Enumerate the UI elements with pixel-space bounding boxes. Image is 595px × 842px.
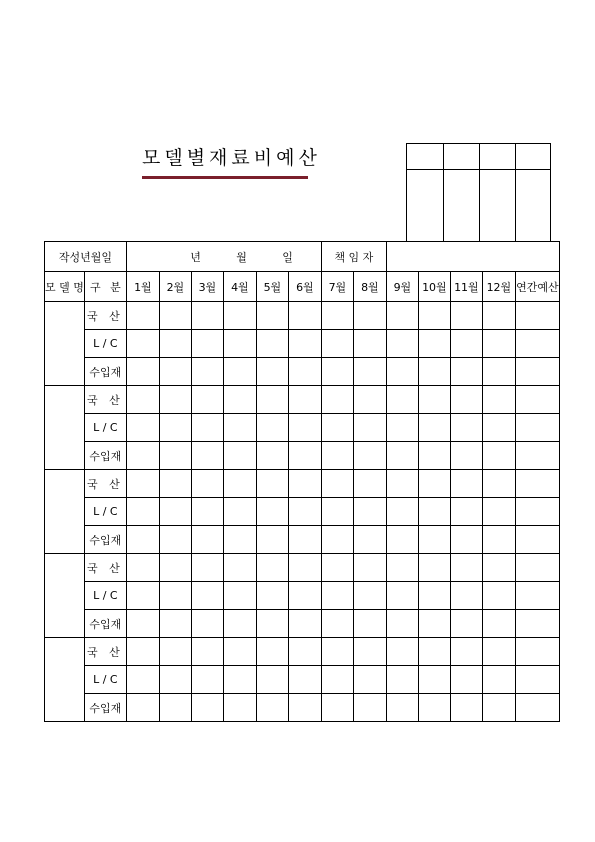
budget-value-cell[interactable] xyxy=(191,442,223,470)
budget-value-cell[interactable] xyxy=(223,666,256,694)
budget-row xyxy=(45,610,560,638)
budget-value-cell[interactable] xyxy=(256,694,288,722)
budget-value-cell[interactable] xyxy=(126,582,159,610)
budget-value-cell[interactable] xyxy=(126,358,159,386)
budget-value-cell[interactable] xyxy=(515,554,559,582)
budget-row xyxy=(45,554,560,582)
budget-value-cell[interactable] xyxy=(159,386,191,414)
budget-value-cell[interactable] xyxy=(223,526,256,554)
budget-value-cell[interactable] xyxy=(515,666,559,694)
budget-value-cell[interactable] xyxy=(191,386,223,414)
budget-value-cell[interactable] xyxy=(256,610,288,638)
budget-value-cell[interactable] xyxy=(191,582,223,610)
budget-value-cell[interactable] xyxy=(386,498,418,526)
model-name-cell[interactable] xyxy=(45,386,85,470)
budget-value-cell[interactable] xyxy=(482,582,515,610)
budget-value-cell[interactable] xyxy=(223,442,256,470)
budget-value-cell[interactable] xyxy=(321,610,353,638)
budget-value-cell[interactable] xyxy=(223,498,256,526)
day-label: 일 xyxy=(282,250,293,264)
budget-value-cell[interactable] xyxy=(288,386,321,414)
budget-value-cell[interactable] xyxy=(418,470,450,498)
budget-value-cell[interactable] xyxy=(288,526,321,554)
budget-value-cell[interactable] xyxy=(321,414,353,442)
model-name-cell[interactable] xyxy=(45,554,85,638)
budget-value-cell[interactable] xyxy=(386,554,418,582)
budget-value-cell[interactable] xyxy=(386,470,418,498)
budget-value-cell[interactable] xyxy=(256,554,288,582)
budget-value-cell[interactable] xyxy=(450,554,482,582)
budget-value-cell[interactable] xyxy=(288,442,321,470)
category-label: 국 산 xyxy=(84,386,126,414)
budget-value-cell[interactable] xyxy=(159,498,191,526)
budget-value-cell[interactable] xyxy=(256,414,288,442)
budget-value-cell[interactable] xyxy=(450,582,482,610)
month-header: 8월 xyxy=(353,272,386,302)
budget-value-cell[interactable] xyxy=(321,554,353,582)
budget-value-cell[interactable] xyxy=(159,694,191,722)
approval-sign-cell[interactable] xyxy=(444,170,480,242)
budget-value-cell[interactable] xyxy=(126,414,159,442)
budget-table xyxy=(44,241,560,722)
budget-value-cell[interactable] xyxy=(159,666,191,694)
budget-value-cell[interactable] xyxy=(288,470,321,498)
category-label: L / C xyxy=(84,330,126,358)
budget-value-cell[interactable] xyxy=(223,414,256,442)
budget-value-cell[interactable] xyxy=(223,554,256,582)
budget-value-cell[interactable] xyxy=(256,498,288,526)
budget-value-cell[interactable] xyxy=(353,526,386,554)
budget-value-cell[interactable] xyxy=(450,442,482,470)
model-name-cell[interactable] xyxy=(45,470,85,554)
budget-value-cell[interactable] xyxy=(223,638,256,666)
budget-value-cell[interactable] xyxy=(288,554,321,582)
budget-row xyxy=(45,526,560,554)
budget-value-cell[interactable] xyxy=(515,470,559,498)
budget-value-cell[interactable] xyxy=(353,470,386,498)
budget-value-cell[interactable] xyxy=(450,526,482,554)
budget-value-cell[interactable] xyxy=(515,582,559,610)
budget-value-cell[interactable] xyxy=(353,386,386,414)
budget-value-cell[interactable] xyxy=(321,526,353,554)
month-header: 4월 xyxy=(223,272,256,302)
budget-value-cell[interactable] xyxy=(450,358,482,386)
budget-value-cell[interactable] xyxy=(288,498,321,526)
budget-value-cell[interactable] xyxy=(450,302,482,330)
budget-value-cell[interactable] xyxy=(159,554,191,582)
budget-value-cell[interactable] xyxy=(418,694,450,722)
budget-value-cell[interactable] xyxy=(126,610,159,638)
budget-value-cell[interactable] xyxy=(386,302,418,330)
budget-row xyxy=(45,442,560,470)
budget-value-cell[interactable] xyxy=(126,386,159,414)
budget-row xyxy=(45,358,560,386)
budget-value-cell[interactable] xyxy=(321,498,353,526)
document-title: 모델별재료비예산 xyxy=(142,147,321,169)
budget-value-cell[interactable] xyxy=(288,330,321,358)
budget-value-cell[interactable] xyxy=(386,358,418,386)
budget-value-cell[interactable] xyxy=(353,414,386,442)
budget-value-cell[interactable] xyxy=(126,498,159,526)
budget-value-cell[interactable] xyxy=(126,526,159,554)
budget-value-cell[interactable] xyxy=(159,358,191,386)
budget-value-cell[interactable] xyxy=(256,638,288,666)
budget-value-cell[interactable] xyxy=(159,610,191,638)
budget-value-cell[interactable] xyxy=(418,414,450,442)
header-row xyxy=(45,272,560,302)
budget-value-cell[interactable] xyxy=(353,554,386,582)
approval-sign-cell[interactable] xyxy=(516,170,551,242)
budget-value-cell[interactable] xyxy=(126,470,159,498)
budget-value-cell[interactable] xyxy=(386,610,418,638)
budget-value-cell[interactable] xyxy=(450,386,482,414)
budget-value-cell[interactable] xyxy=(126,666,159,694)
budget-row xyxy=(45,302,560,330)
budget-value-cell[interactable] xyxy=(386,638,418,666)
month-header: 3월 xyxy=(191,272,223,302)
budget-value-cell[interactable] xyxy=(191,554,223,582)
budget-row xyxy=(45,666,560,694)
budget-value-cell[interactable] xyxy=(450,610,482,638)
category-label: 수입재 xyxy=(84,358,126,386)
month-header: 11월 xyxy=(450,272,482,302)
budget-value-cell[interactable] xyxy=(353,442,386,470)
budget-value-cell[interactable] xyxy=(386,526,418,554)
budget-value-cell[interactable] xyxy=(191,330,223,358)
budget-value-cell[interactable] xyxy=(256,386,288,414)
budget-value-cell[interactable] xyxy=(321,386,353,414)
month-header: 9월 xyxy=(386,272,418,302)
budget-value-cell[interactable] xyxy=(418,498,450,526)
budget-value-cell[interactable] xyxy=(223,694,256,722)
budget-value-cell[interactable] xyxy=(288,302,321,330)
budget-value-cell[interactable] xyxy=(515,302,559,330)
budget-value-cell[interactable] xyxy=(288,582,321,610)
model-name-header: 모 델 명 xyxy=(45,272,85,302)
month-header: 2월 xyxy=(159,272,191,302)
budget-value-cell[interactable] xyxy=(482,330,515,358)
budget-value-cell[interactable] xyxy=(386,694,418,722)
category-label: 수입재 xyxy=(84,694,126,722)
budget-value-cell[interactable] xyxy=(321,358,353,386)
budget-value-cell[interactable] xyxy=(191,610,223,638)
budget-value-cell[interactable] xyxy=(515,526,559,554)
annual-budget-header: 연간예산 xyxy=(515,272,559,302)
category-label: 수입재 xyxy=(84,526,126,554)
budget-value-cell[interactable] xyxy=(353,666,386,694)
budget-value-cell[interactable] xyxy=(450,694,482,722)
budget-value-cell[interactable] xyxy=(159,442,191,470)
approval-header-cell[interactable] xyxy=(407,144,444,170)
budget-value-cell[interactable] xyxy=(386,414,418,442)
budget-value-cell[interactable] xyxy=(418,638,450,666)
budget-value-cell[interactable] xyxy=(223,358,256,386)
budget-value-cell[interactable] xyxy=(418,666,450,694)
budget-value-cell[interactable] xyxy=(159,638,191,666)
budget-value-cell[interactable] xyxy=(482,442,515,470)
approval-header-cell[interactable] xyxy=(480,144,516,170)
budget-value-cell[interactable] xyxy=(191,470,223,498)
budget-row xyxy=(45,638,560,666)
budget-value-cell[interactable] xyxy=(191,414,223,442)
budget-value-cell[interactable] xyxy=(191,526,223,554)
approval-sign-cell[interactable] xyxy=(480,170,516,242)
budget-value-cell[interactable] xyxy=(418,330,450,358)
budget-value-cell[interactable] xyxy=(353,358,386,386)
budget-value-cell[interactable] xyxy=(321,330,353,358)
category-label: L / C xyxy=(84,582,126,610)
budget-value-cell[interactable] xyxy=(191,498,223,526)
category-label: L / C xyxy=(84,666,126,694)
category-label: 수입재 xyxy=(84,610,126,638)
category-header: 구 분 xyxy=(84,272,126,302)
budget-value-cell[interactable] xyxy=(288,694,321,722)
budget-value-cell[interactable] xyxy=(288,414,321,442)
budget-value-cell[interactable] xyxy=(191,638,223,666)
budget-value-cell[interactable] xyxy=(256,330,288,358)
budget-value-cell[interactable] xyxy=(482,666,515,694)
budget-value-cell[interactable] xyxy=(482,358,515,386)
approval-sign-cell[interactable] xyxy=(407,170,444,242)
month-header: 6월 xyxy=(288,272,321,302)
budget-value-cell[interactable] xyxy=(418,442,450,470)
budget-row xyxy=(45,330,560,358)
budget-value-cell[interactable] xyxy=(515,610,559,638)
budget-row xyxy=(45,694,560,722)
budget-value-cell[interactable] xyxy=(515,442,559,470)
budget-value-cell[interactable] xyxy=(126,330,159,358)
budget-value-cell[interactable] xyxy=(482,414,515,442)
budget-row xyxy=(45,498,560,526)
budget-value-cell[interactable] xyxy=(288,666,321,694)
budget-value-cell[interactable] xyxy=(450,414,482,442)
budget-value-cell[interactable] xyxy=(418,386,450,414)
category-label: 국 산 xyxy=(84,554,126,582)
budget-value-cell[interactable] xyxy=(515,498,559,526)
budget-value-cell[interactable] xyxy=(126,638,159,666)
budget-value-cell[interactable] xyxy=(450,498,482,526)
approval-box xyxy=(406,143,551,242)
budget-value-cell[interactable] xyxy=(418,302,450,330)
approval-header-cell[interactable] xyxy=(516,144,551,170)
budget-value-cell[interactable] xyxy=(482,498,515,526)
budget-value-cell[interactable] xyxy=(353,498,386,526)
model-name-cell[interactable] xyxy=(45,302,85,386)
budget-value-cell[interactable] xyxy=(159,582,191,610)
date-value-cell[interactable] xyxy=(126,242,321,272)
budget-value-cell[interactable] xyxy=(321,666,353,694)
budget-value-cell[interactable] xyxy=(515,414,559,442)
budget-value-cell[interactable] xyxy=(353,638,386,666)
budget-value-cell[interactable] xyxy=(256,302,288,330)
budget-value-cell[interactable] xyxy=(482,302,515,330)
budget-value-cell[interactable] xyxy=(515,330,559,358)
budget-value-cell[interactable] xyxy=(321,302,353,330)
date-label: 작성년월일 xyxy=(45,242,127,272)
title-underline xyxy=(142,176,308,179)
responsible-label: 책 임 자 xyxy=(321,242,386,272)
budget-value-cell[interactable] xyxy=(418,554,450,582)
info-row xyxy=(45,242,560,272)
month-header: 5월 xyxy=(256,272,288,302)
budget-value-cell[interactable] xyxy=(321,582,353,610)
budget-value-cell[interactable] xyxy=(126,442,159,470)
budget-row xyxy=(45,414,560,442)
budget-value-cell[interactable] xyxy=(223,330,256,358)
budget-value-cell[interactable] xyxy=(288,358,321,386)
budget-value-cell[interactable] xyxy=(386,582,418,610)
budget-value-cell[interactable] xyxy=(450,330,482,358)
budget-value-cell[interactable] xyxy=(386,330,418,358)
month-header: 12월 xyxy=(482,272,515,302)
budget-value-cell[interactable] xyxy=(256,666,288,694)
budget-value-cell[interactable] xyxy=(353,582,386,610)
budget-value-cell[interactable] xyxy=(159,330,191,358)
budget-value-cell[interactable] xyxy=(126,694,159,722)
budget-value-cell[interactable] xyxy=(482,694,515,722)
budget-value-cell[interactable] xyxy=(126,554,159,582)
budget-value-cell[interactable] xyxy=(515,694,559,722)
category-label: 국 산 xyxy=(84,470,126,498)
budget-value-cell[interactable] xyxy=(159,526,191,554)
budget-value-cell[interactable] xyxy=(353,610,386,638)
budget-value-cell[interactable] xyxy=(126,302,159,330)
responsible-value-cell[interactable] xyxy=(386,242,559,272)
budget-value-cell[interactable] xyxy=(256,442,288,470)
budget-value-cell[interactable] xyxy=(482,554,515,582)
budget-value-cell[interactable] xyxy=(159,470,191,498)
budget-row xyxy=(45,386,560,414)
budget-value-cell[interactable] xyxy=(515,386,559,414)
budget-value-cell[interactable] xyxy=(223,470,256,498)
budget-value-cell[interactable] xyxy=(482,610,515,638)
budget-row xyxy=(45,470,560,498)
budget-value-cell[interactable] xyxy=(321,694,353,722)
budget-value-cell[interactable] xyxy=(191,666,223,694)
budget-value-cell[interactable] xyxy=(256,470,288,498)
budget-value-cell[interactable] xyxy=(159,302,191,330)
budget-value-cell[interactable] xyxy=(418,358,450,386)
month-header: 10월 xyxy=(418,272,450,302)
category-label: L / C xyxy=(84,498,126,526)
budget-value-cell[interactable] xyxy=(450,470,482,498)
budget-value-cell[interactable] xyxy=(256,526,288,554)
budget-value-cell[interactable] xyxy=(256,582,288,610)
budget-value-cell[interactable] xyxy=(418,526,450,554)
month-header: 7월 xyxy=(321,272,353,302)
category-label: L / C xyxy=(84,414,126,442)
budget-value-cell[interactable] xyxy=(288,638,321,666)
budget-value-cell[interactable] xyxy=(515,358,559,386)
budget-value-cell[interactable] xyxy=(482,638,515,666)
category-label: 국 산 xyxy=(84,638,126,666)
budget-value-cell[interactable] xyxy=(353,694,386,722)
budget-value-cell[interactable] xyxy=(386,666,418,694)
budget-value-cell[interactable] xyxy=(321,442,353,470)
budget-value-cell[interactable] xyxy=(223,302,256,330)
budget-value-cell[interactable] xyxy=(482,526,515,554)
budget-value-cell[interactable] xyxy=(482,470,515,498)
category-label: 수입재 xyxy=(84,442,126,470)
budget-value-cell[interactable] xyxy=(191,358,223,386)
budget-value-cell[interactable] xyxy=(386,386,418,414)
budget-value-cell[interactable] xyxy=(418,582,450,610)
budget-value-cell[interactable] xyxy=(321,470,353,498)
month-label: 월 xyxy=(236,250,247,264)
month-header: 1월 xyxy=(126,272,159,302)
budget-value-cell[interactable] xyxy=(159,414,191,442)
budget-value-cell[interactable] xyxy=(256,358,288,386)
budget-value-cell[interactable] xyxy=(386,442,418,470)
budget-value-cell[interactable] xyxy=(288,610,321,638)
budget-value-cell[interactable] xyxy=(515,638,559,666)
budget-value-cell[interactable] xyxy=(353,302,386,330)
budget-value-cell[interactable] xyxy=(191,694,223,722)
budget-value-cell[interactable] xyxy=(418,610,450,638)
budget-row xyxy=(45,582,560,610)
budget-value-cell[interactable] xyxy=(223,610,256,638)
budget-value-cell[interactable] xyxy=(223,386,256,414)
year-label: 년 xyxy=(190,250,201,264)
budget-value-cell[interactable] xyxy=(482,386,515,414)
model-name-cell[interactable] xyxy=(45,638,85,722)
budget-value-cell[interactable] xyxy=(450,666,482,694)
budget-value-cell[interactable] xyxy=(353,330,386,358)
budget-value-cell[interactable] xyxy=(321,638,353,666)
budget-value-cell[interactable] xyxy=(223,582,256,610)
budget-value-cell[interactable] xyxy=(450,638,482,666)
category-label: 국 산 xyxy=(84,302,126,330)
approval-header-cell[interactable] xyxy=(444,144,480,170)
budget-value-cell[interactable] xyxy=(191,302,223,330)
